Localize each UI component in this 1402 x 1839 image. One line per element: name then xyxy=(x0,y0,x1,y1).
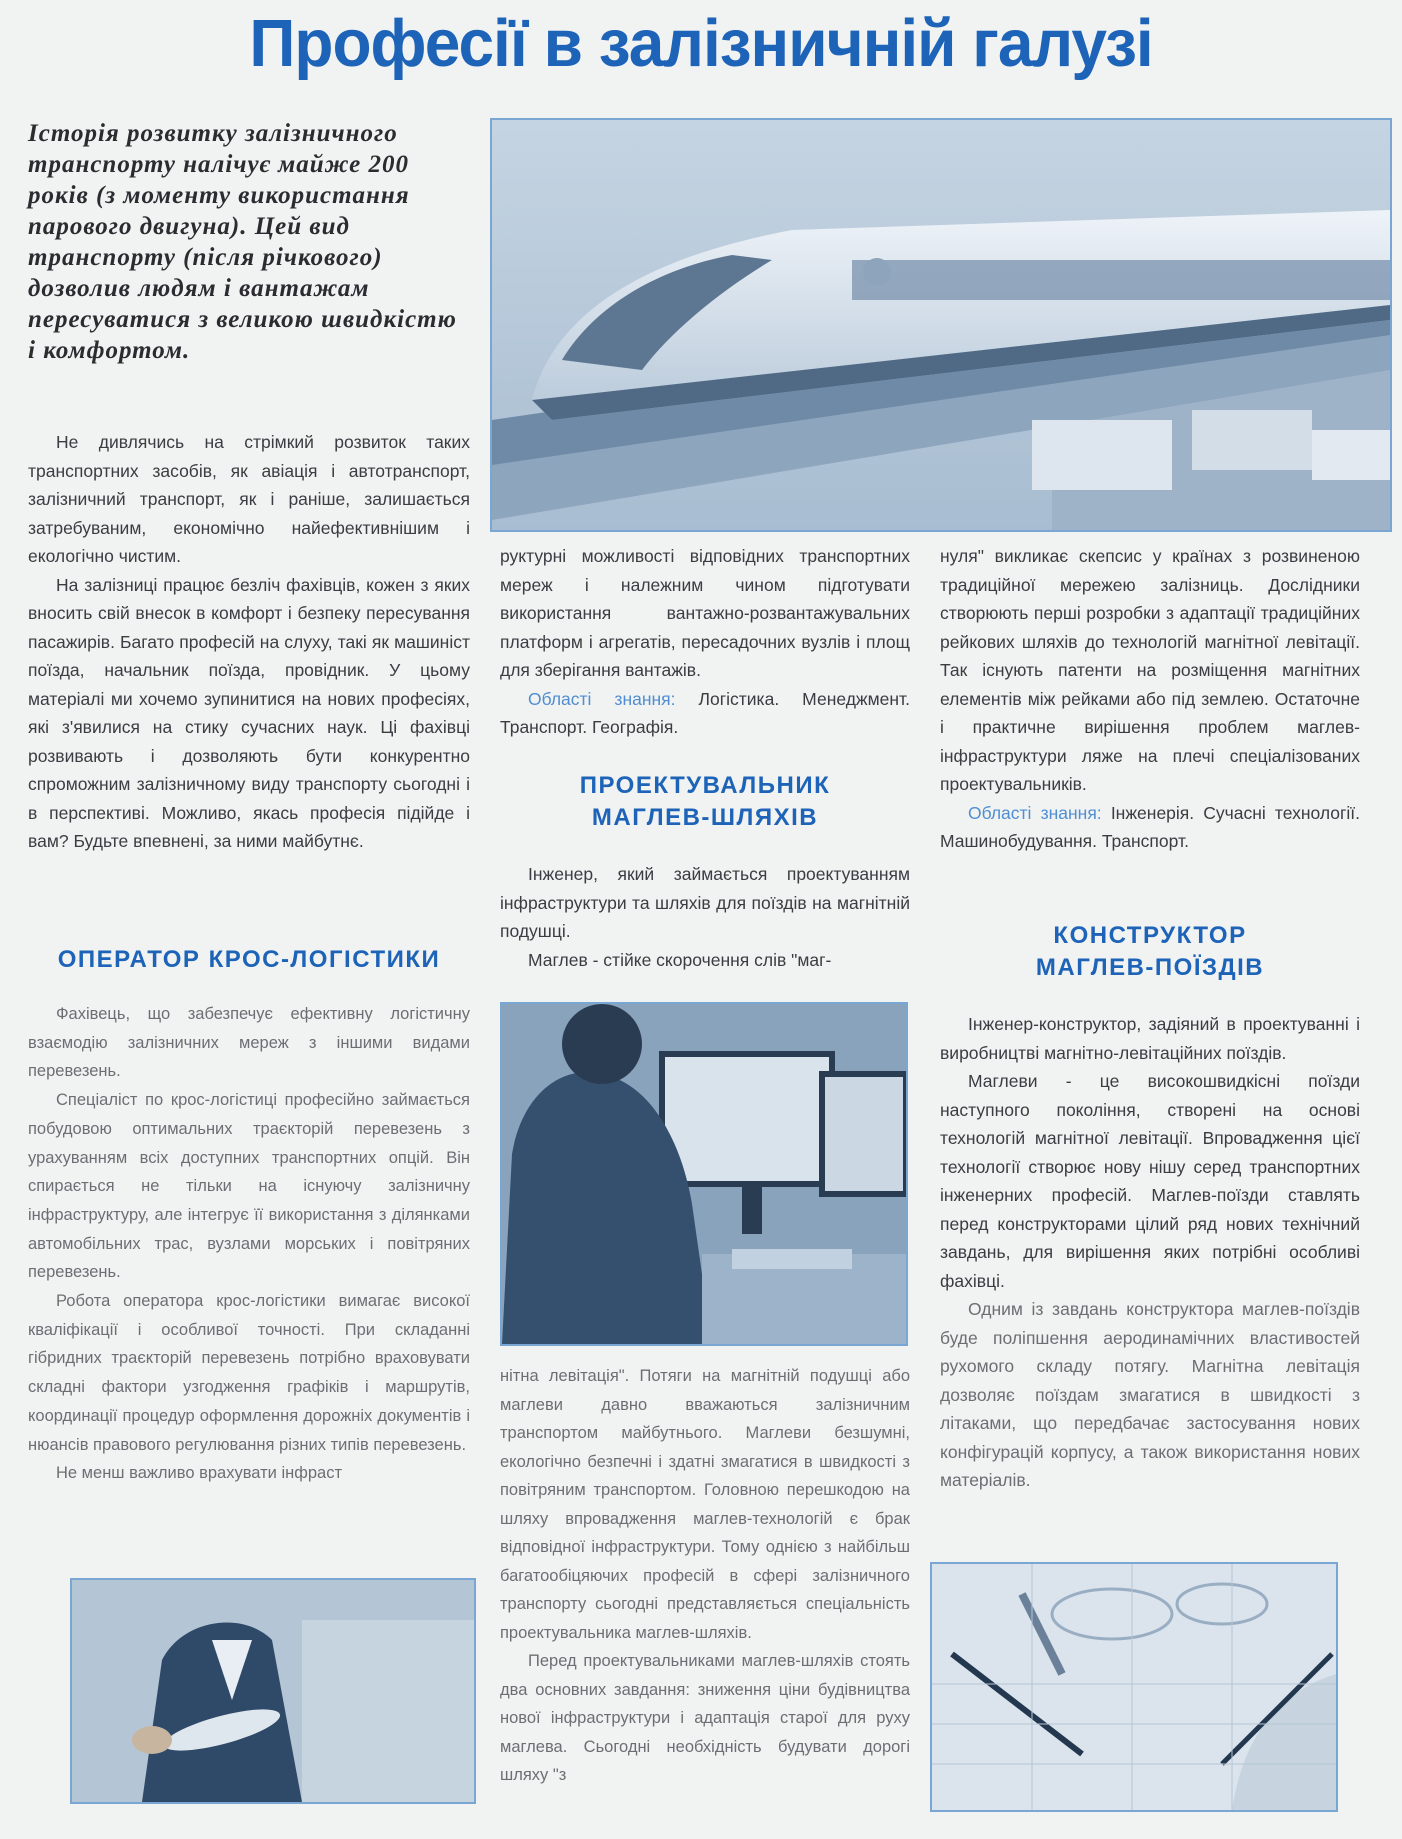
paragraph: Інженер-конструктор, задіяний в проектуванні і виробництві магнітно-левітаційних поїздів. xyxy=(940,1014,1360,1063)
column-1-bottom xyxy=(28,1000,470,1488)
paragraph: Інженер, який займається проектуванням інфраструктури та шляхів для поїздів на магнітній подушці. xyxy=(500,864,910,941)
column-2-top xyxy=(500,542,910,742)
heading-maglev-train-constructor: КОНСТРУКТОР МАГЛЕВ-ПОЇЗДІВ xyxy=(1035,922,1265,981)
businessman-photo xyxy=(70,1578,476,1804)
paragraph: Не дивлячись на стрімкий розвиток таких транспортних засобів, як авіація і автотранспорт, залізничний транспорт, як і раніше, залишається затребуваним, економічно найефективнішим і екологічно чистим. xyxy=(28,432,470,566)
column-3-bottom xyxy=(940,1010,1360,1495)
areas-list: Інженерія. Сучасні технології. Машинобудування. Транспорт. xyxy=(940,802,1360,851)
column-2-bottom xyxy=(500,1362,910,1790)
page-title: Професії в залізничній галузі xyxy=(249,5,1153,81)
engineer-computer-photo xyxy=(500,1002,908,1346)
paragraph: нітна левітація". Потяги на магнітній подушці або маглеви давно вважаються залізничним транспортом майбутнього. Маглеви безшумні, екологічно безпечні і здатні змагатися в швидкості з повітряним транспортом. Головною перешкодою на шляху впровадження маглев-технологій є брак відповідної інфраструктури. Тому однією з найбільш багатообіцяючих професій в сфері залізничного транспорту сьогодні представляється спеціальність проектувальника маглев-шляхів. xyxy=(500,1367,910,1642)
paragraph: Одним із завдань конструктора маглев-поїздів буде поліпшення аеродинамічних властивостей рухомого складу потягу. Магнітна левітація дозволяє поїздам змагатися в швидкості з літаками, що передбачає застосування нових конфігурацій корпусу, а також використання нових матеріалів. xyxy=(940,1299,1360,1490)
heading-cross-logistics: ОПЕРАТОР КРОС-ЛОГІСТИКИ xyxy=(57,946,441,973)
areas-of-knowledge xyxy=(940,799,1360,856)
paragraph: На залізниці працює безліч фахівців, кожен з яких вносить свій внесок в комфорт і безпеку пересування пасажирів. Багато професій на слуху, такі як машиніст поїзда, начальник поїзда, провідник. У цьому матеріалі ми хочемо зупинитися на нових професіях, які з'явилися на стику сучасних наук. Ці фахівці розвивають і дозволяють бути конкурентно спроможним залізничному виду транспорту сьогодні і в перспективі. Можливо, якась професія підійде і вам? Будьте впевнені, за ними майбутнє. xyxy=(28,574,470,851)
areas-label: Області знання: xyxy=(528,688,676,709)
paragraph: Не менш важливо врахувати інфраст xyxy=(56,1464,342,1483)
paragraph: Маглеви - це високошвидкісні поїзди наступного покоління, створені на основі технологій магнітної левітації. Впровадження цієї технології створює нову нішу серед транспортних інженерних професій. Маглев-поїзди ставлять перед конструкторами цілий ряд нових технічний завдань, для вирішення яких потрібні особливі фахівці. xyxy=(940,1071,1360,1291)
column-2-mid xyxy=(500,860,910,974)
areas-label: Області знання: xyxy=(968,802,1102,823)
paragraph: Фахівець, що забезпечує ефективну логістичну взаємодію залізничних мереж з іншими видами перевезень. xyxy=(28,1005,470,1081)
column-1-top xyxy=(28,428,470,856)
paragraph: руктурні можливості відповідних транспортних мереж і належним чином підготувати використання вантажно-розвантажувальних платформ і агрегатів, пересадочних вузлів і площ для зберігання вантажів. xyxy=(500,546,910,680)
maglev-train-photo xyxy=(490,118,1392,532)
column-3-top xyxy=(940,542,1360,856)
areas-of-knowledge xyxy=(500,685,910,742)
areas-list: Логістика. Менеджмент. Транспорт. Географія. xyxy=(500,688,910,737)
heading-maglev-track-designer: ПРОЕКТУВАЛЬНИК МАГЛЕВ-ШЛЯХІВ xyxy=(579,772,831,831)
paragraph: Маглев - стійке скорочення слів "маг- xyxy=(528,949,832,970)
technical-drawing-photo xyxy=(930,1562,1338,1812)
paragraph: Робота оператора крос-логістики вимагає високої кваліфікації і особливої точності. При складанні гібридних траєкторій перевезень потрібно враховувати складні фактори узгодження графіків і маршрутів, координації процедур оформлення дорожніх документів і нюансів правового регулювання різних типів перевезень. xyxy=(28,1292,470,1454)
paragraph: нуля" викликає скепсис у країнах з розвиненою традиційної мережею залізниць. Дослідники створюють перші розробки з адаптації традиційних рейкових шляхів до технологій магнітної левітації. Так існують патенти на розміщення магнітних елементів між рейками або під землею. Остаточне і практичне вирішення проблем маглев-інфраструктури ляже на плечі спеціалізованих проектувальників. xyxy=(940,546,1360,794)
intro-lead: Історія розвитку залізничного транспорту налічує майже 200 років (з моменту використання парового двигуна). Цей вид транспорту (після річкового) дозволив людям і вантажам пересуватися з великою швидкістю і комфортом. xyxy=(28,120,457,364)
paragraph: Перед проектувальниками маглев-шляхів стоять два основних завдання: зниження ціни будівництва нової інфраструктури і адаптація старої для руху маглева. Сьогодні необхідність будувати дорогі шляху "з xyxy=(500,1652,910,1784)
paragraph: Спеціаліст по крос-логістиці професійно займається побудовою оптимальних траєкторій перевезень з урахуванням всіх доступних транспортних опцій. Він спирається не тільки на існуючу залізничну інфраструктуру, але інтегрує її використання з ділянками автомобільних трас, вузлами морських і повітряних перевезень. xyxy=(28,1091,470,1282)
